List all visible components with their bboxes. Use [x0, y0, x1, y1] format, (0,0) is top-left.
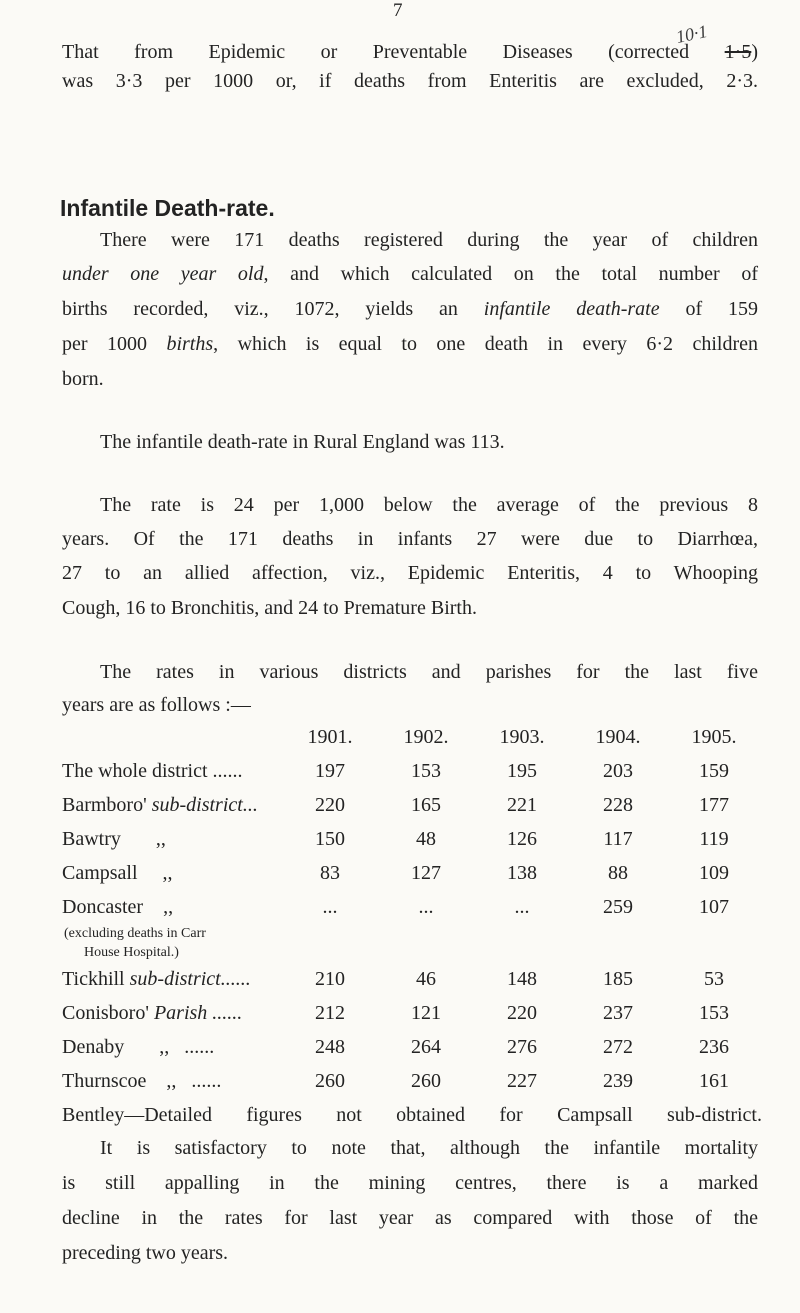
table-cell: 236: [698, 1035, 729, 1058]
year-header-1905: 1905.: [691, 725, 737, 748]
table-cell: ...: [514, 895, 530, 918]
row-label-text: Conisboro': [62, 1001, 154, 1024]
row-label-text: Campsall ,,: [62, 861, 173, 884]
para1-text-2: , and which calculated on the total number of: [263, 263, 758, 285]
doncaster-note-row-1: [62, 924, 762, 944]
row-label: [62, 890, 282, 924]
handwritten-annotation: 10·1: [674, 20, 710, 48]
para1-text-3b: of 159: [659, 298, 758, 320]
row-label-emphasis: sub-district......: [129, 967, 251, 990]
table-cell: 119: [699, 827, 729, 850]
table-row: [62, 890, 762, 924]
para1-emphasis-2: infantile death-rate: [483, 298, 660, 320]
table-cell: 83: [319, 861, 340, 884]
intro-text-1a: That from Epidemic or Preventable Diseases (corrected: [62, 41, 725, 63]
table-row: [62, 1030, 762, 1064]
table-cell: 126: [506, 827, 537, 850]
row-label-text: Barmboro': [62, 793, 152, 816]
para4-line-2: years are as follows :—: [62, 694, 251, 716]
para1-text-4a: per 1000: [62, 333, 167, 355]
row-label: [62, 962, 282, 996]
table-cell: 185: [602, 967, 633, 990]
table-row: [62, 962, 762, 996]
para1-line-5: born.: [62, 368, 104, 390]
table-row: [62, 754, 762, 788]
closing-line-1: It is satisfactory to note that, although the infantile mortality: [100, 1137, 758, 1159]
table-row: [62, 996, 762, 1030]
row-label-text: Thurnscoe ,, ......: [62, 1069, 222, 1092]
row-label-text: Tickhill: [62, 967, 130, 990]
table-cell: 210: [314, 967, 345, 990]
table-cell: 239: [602, 1069, 633, 1092]
bentley-note-row: [62, 1098, 762, 1132]
table-row: [62, 788, 762, 822]
table-cell: 165: [410, 793, 441, 816]
para1-line-2: [62, 262, 758, 286]
table-cell: 109: [698, 861, 729, 884]
doncaster-note-line-1: (excluding deaths in Carr: [64, 926, 206, 941]
table-cell: 260: [410, 1069, 441, 1092]
row-label-emphasis: Parish ......: [153, 1001, 243, 1024]
closing-line-2: is still appalling in the mining centres, there is a marked: [62, 1172, 758, 1194]
table-cell: 177: [698, 793, 729, 816]
table-cell: 53: [703, 967, 724, 990]
section-heading: Infantile Death-rate.: [60, 195, 275, 221]
row-label: [62, 1030, 282, 1064]
row-label-text: Doncaster ,,: [62, 895, 174, 918]
table-row: [62, 856, 762, 890]
closing-line-3: decline in the rates for last year as compared with those of the: [62, 1207, 758, 1229]
struck-correction: 1·5: [724, 41, 752, 63]
page-number: 7: [393, 0, 403, 21]
table-cell: 197: [314, 759, 345, 782]
table-cell: 159: [698, 759, 729, 782]
table-cell: 220: [314, 793, 345, 816]
row-label-text: Denaby ,, ......: [62, 1035, 215, 1058]
year-header-1904: 1904.: [595, 725, 641, 748]
para1-text-3a: births recorded, viz., 1072, yields an: [62, 298, 484, 320]
table-cell: 221: [506, 793, 537, 816]
table-cell: 48: [415, 827, 436, 850]
table-cell: 150: [314, 827, 345, 850]
table-header-row: [62, 720, 762, 754]
row-label-text: The whole district ......: [62, 759, 243, 782]
table-cell: 153: [410, 759, 441, 782]
table-cell: 272: [602, 1035, 633, 1058]
para1-emphasis-1: under one year old: [62, 263, 264, 285]
table-row: [62, 822, 762, 856]
table-cell: 195: [506, 759, 537, 782]
bentley-note: Bentley—Detailed figures not obtained for Campsall sub-district.: [62, 1103, 762, 1126]
para3-line-3: 27 to an allied affection, viz., Epidemic Enteritis, 4 to Whooping: [62, 562, 758, 584]
table-cell: 259: [602, 895, 633, 918]
intro-text-1b: ): [751, 41, 758, 63]
table-cell: 161: [698, 1069, 729, 1092]
table-cell: 121: [410, 1001, 441, 1024]
year-header-1903: 1903.: [499, 725, 545, 748]
row-label-emphasis: sub-district...: [151, 793, 258, 816]
doncaster-note-line-2: House Hospital.): [84, 945, 179, 960]
table-cell: ...: [322, 895, 338, 918]
para1-line-4: [62, 332, 758, 356]
table-cell: 276: [506, 1035, 537, 1058]
closing-line-4: preceding two years.: [62, 1242, 229, 1264]
row-label: [62, 788, 282, 822]
table-cell: 107: [698, 895, 729, 918]
para3-line-4: Cough, 16 to Bronchitis, and 24 to Premature Birth.: [62, 597, 477, 619]
para1-emphasis-3: births: [166, 333, 214, 355]
header-blank: [62, 720, 282, 754]
table-cell: 117: [603, 827, 633, 850]
row-label: [62, 996, 282, 1030]
table-cell: 220: [506, 1001, 537, 1024]
intro-line-2: was 3·3 per 1000 or, if deaths from Enteritis are excluded, 2·3.: [62, 70, 758, 92]
rates-table: [62, 720, 762, 1132]
table-cell: ...: [418, 895, 434, 918]
table-cell: 127: [410, 861, 441, 884]
doncaster-note-row-2: [62, 944, 762, 962]
table-cell: 46: [415, 967, 436, 990]
year-header-1902: 1902.: [403, 725, 449, 748]
table-cell: 264: [410, 1035, 441, 1058]
table-cell: 212: [314, 1001, 345, 1024]
table-row: [62, 1064, 762, 1098]
para2: The infantile death-rate in Rural England was 113.: [100, 431, 505, 453]
table-cell: 237: [602, 1001, 633, 1024]
para3-line-1: The rate is 24 per 1,000 below the average of the previous 8: [100, 494, 758, 516]
table-cell: 148: [506, 967, 537, 990]
row-label: [62, 822, 282, 856]
table-cell: 88: [607, 861, 628, 884]
para1-text-4b: , which is equal to one death in every 6·2 children: [213, 333, 758, 355]
para1-line-1: There were 171 deaths registered during the year of children: [100, 229, 758, 251]
table-cell: 228: [602, 793, 633, 816]
table-cell: 248: [314, 1035, 345, 1058]
table-cell: 203: [602, 759, 633, 782]
table-cell: 138: [506, 861, 537, 884]
row-label: [62, 1064, 282, 1098]
table-cell: 153: [698, 1001, 729, 1024]
para4-line-1: The rates in various districts and parishes for the last five: [100, 661, 758, 683]
para3-line-2: years. Of the 171 deaths in infants 27 were due to Diarrhœa,: [62, 528, 758, 550]
table-cell: 227: [506, 1069, 537, 1092]
para1-line-3: [62, 297, 758, 321]
table-cell: 260: [314, 1069, 345, 1092]
row-label: [62, 856, 282, 890]
intro-line-1: [62, 40, 758, 64]
row-label: [62, 754, 282, 788]
row-label-text: Bawtry ,,: [62, 827, 166, 850]
year-header-1901: 1901.: [307, 725, 353, 748]
